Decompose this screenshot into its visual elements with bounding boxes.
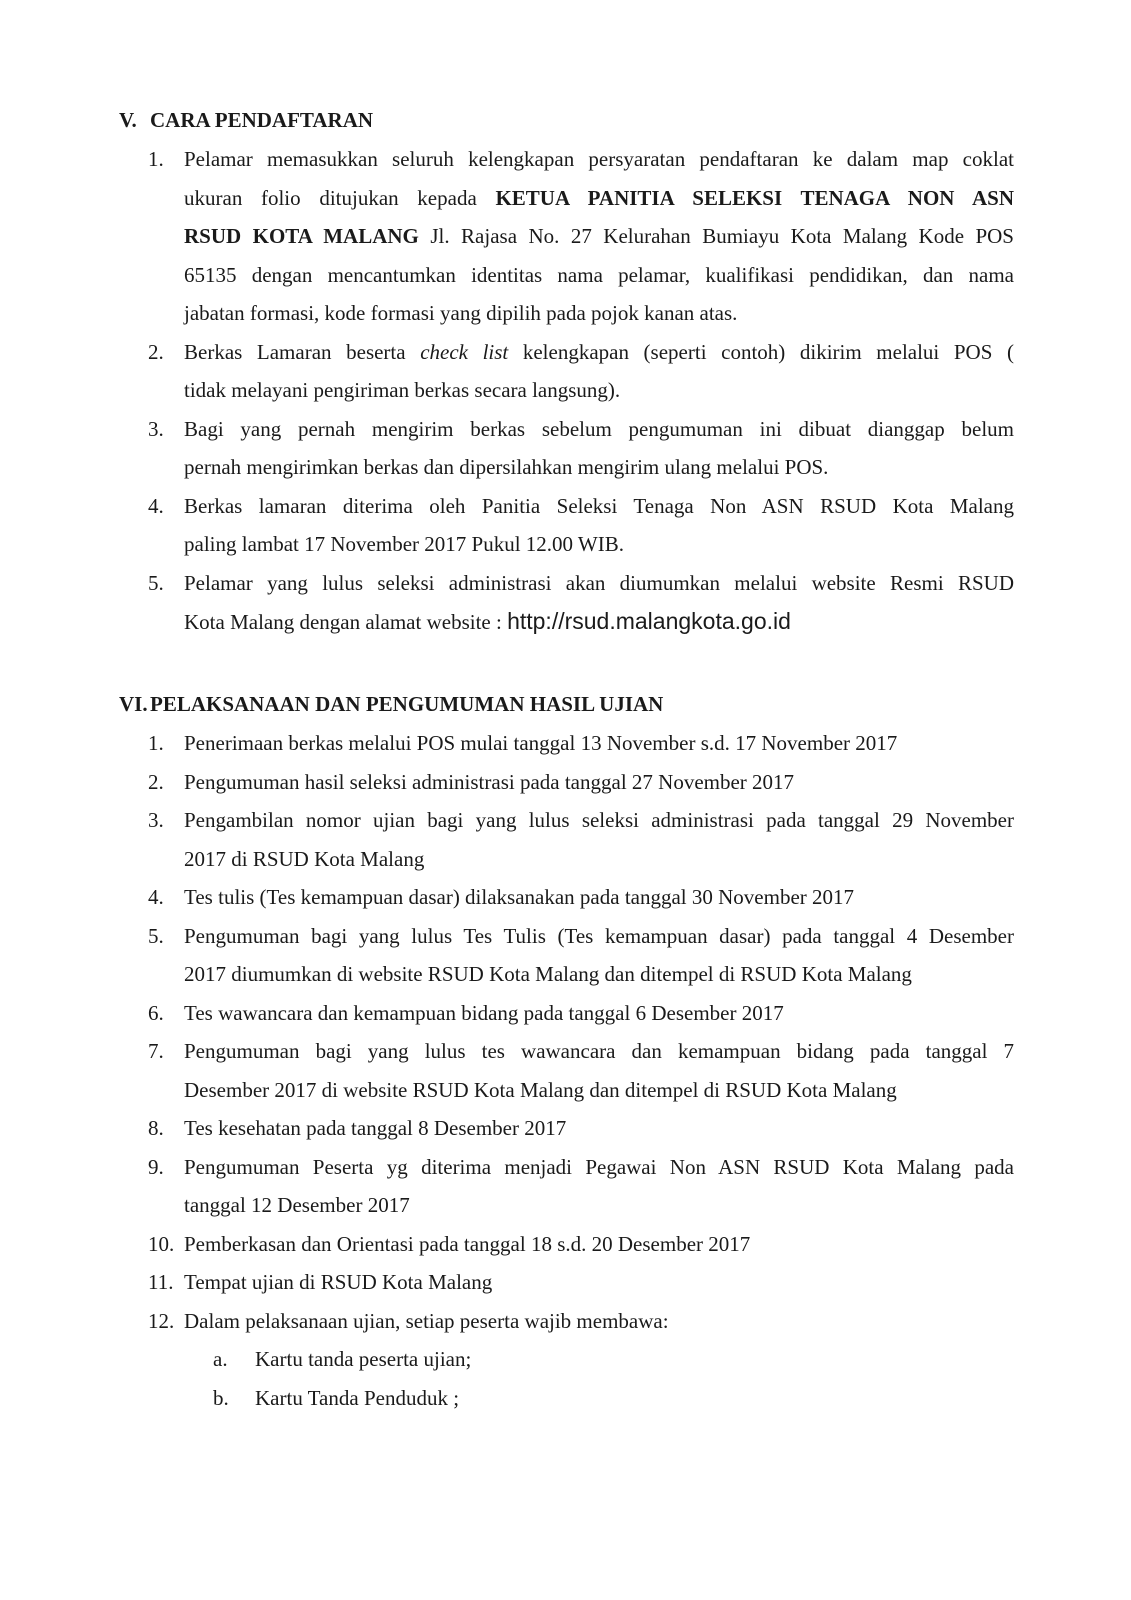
sub-list-text: Kartu tanda peserta ujian; bbox=[255, 1347, 472, 1371]
text-span: jabatan formasi, kode formasi yang dipilih pada pojok kanan atas. bbox=[184, 301, 738, 325]
text-span: Tes wawancara dan kemampuan bidang pada tanggal 6 Desember 2017 bbox=[184, 1000, 784, 1025]
text-span: Jl. Rajasa No. 27 Kelurahan Bumiayu Kota Malang Kode POS bbox=[418, 224, 1014, 248]
section-vi-title: PELAKSANAAN DAN PENGUMUMAN HASIL UJIAN bbox=[150, 692, 664, 716]
text-span: Pengumuman hasil seleksi administrasi pada tanggal 27 November 2017 bbox=[184, 769, 795, 794]
list-item-line bbox=[184, 184, 1014, 212]
text-span: 2017 di RSUD Kota Malang bbox=[184, 846, 425, 871]
text-span: Kota Malang dengan alamat website : bbox=[184, 610, 508, 634]
website-link[interactable]: http://rsud.malangkota.go.id bbox=[507, 608, 791, 634]
list-item-line bbox=[184, 222, 1014, 250]
list-item-number: 3. bbox=[148, 808, 164, 832]
section-v-title: CARA PENDAFTARAN bbox=[150, 108, 374, 132]
list-item-number: 8. bbox=[148, 1116, 164, 1140]
list-item-number: 3. bbox=[148, 416, 164, 441]
list-item-line bbox=[184, 960, 1014, 988]
bold-text: KETUA PANITIA SELEKSI TENAGA NON ASN bbox=[495, 185, 1014, 210]
text-span: pernah mengirimkan berkas dan dipersilahkan mengirim ulang melalui POS. bbox=[184, 455, 829, 479]
list-item-line bbox=[184, 1076, 1014, 1104]
list-item-number: 5. bbox=[148, 570, 164, 595]
list-item-line bbox=[184, 145, 1014, 173]
text-span: Pengumuman Peserta yg diterima menjadi Pegawai Non ASN RSUD Kota Malang pada bbox=[184, 1154, 1014, 1179]
list-item-line bbox=[184, 729, 1014, 757]
list-item-line bbox=[184, 607, 1014, 635]
text-span: Dalam pelaksanaan ujian, setiap peserta wajib membawa: bbox=[184, 1308, 669, 1333]
list-item-line bbox=[184, 1230, 1014, 1258]
list-item-number: 11. bbox=[148, 1270, 174, 1294]
list-item-line bbox=[184, 492, 1014, 520]
list-item-line bbox=[184, 845, 1014, 873]
text-span: kelengkapan (seperti contoh) dikirim melalui POS ( bbox=[508, 339, 1014, 364]
list-item-line bbox=[184, 453, 1014, 481]
text-span: Pelamar yang lulus seleksi administrasi akan diumumkan melalui website Resmi RSUD bbox=[184, 570, 1014, 595]
text-span: Tes kesehatan pada tanggal 8 Desember 2017 bbox=[184, 1116, 567, 1140]
list-item-number: 2. bbox=[148, 769, 164, 794]
text-span: Pengumuman bagi yang lulus tes wawancara dan kemampuan bidang pada tanggal 7 bbox=[184, 1039, 1014, 1063]
section-vi-heading bbox=[119, 690, 663, 718]
list-item-number: 1. bbox=[148, 731, 164, 755]
list-item-number: 1. bbox=[148, 147, 164, 171]
text-span: Berkas lamaran diterima oleh Panitia Seleksi Tenaga Non ASN RSUD Kota Malang bbox=[184, 493, 1014, 518]
text-span: Pengumuman bagi yang lulus Tes Tulis (Tes kemampuan dasar) pada tanggal 4 Desember bbox=[184, 923, 1014, 948]
section-v-heading bbox=[119, 106, 373, 134]
text-span: Pengambilan nomor ujian bagi yang lulus seleksi administrasi pada tanggal 29 November bbox=[184, 808, 1014, 832]
list-item-number: 7. bbox=[148, 1039, 164, 1063]
list-item-line bbox=[184, 768, 1014, 796]
list-item-number: 10. bbox=[148, 1231, 175, 1256]
list-item-line bbox=[184, 1114, 1014, 1142]
text-span: 65135 dengan mencantumkan identitas nama pelamar, kualifikasi pendidikan, dan nama bbox=[184, 262, 1014, 287]
text-span: Pelamar memasukkan seluruh kelengkapan persyaratan pendaftaran ke dalam map coklat bbox=[184, 147, 1014, 171]
list-item-number: 4. bbox=[148, 493, 164, 518]
italic-text: check list bbox=[420, 339, 509, 364]
text-span: Desember 2017 di website RSUD Kota Malang dan ditempel di RSUD Kota Malang bbox=[184, 1077, 897, 1102]
list-item-line bbox=[184, 299, 1014, 327]
bold-text: RSUD KOTA MALANG bbox=[184, 224, 419, 248]
text-span: tidak melayani pengiriman berkas secara langsung). bbox=[184, 378, 621, 402]
list-item-line bbox=[184, 415, 1014, 443]
list-item-line bbox=[184, 569, 1014, 597]
list-item-number: 9. bbox=[148, 1154, 164, 1179]
list-item-number: 12. bbox=[148, 1308, 175, 1333]
text-span: Berkas Lamaran beserta bbox=[184, 339, 421, 364]
list-item-line bbox=[184, 806, 1014, 834]
text-span: tanggal 12 Desember 2017 bbox=[184, 1193, 410, 1217]
list-item-number: 2. bbox=[148, 339, 164, 364]
list-item-line bbox=[184, 1268, 1014, 1296]
list-item-line bbox=[184, 883, 1014, 911]
section-vi-number: VI. bbox=[119, 692, 148, 716]
text-span: Tempat ujian di RSUD Kota Malang bbox=[184, 1270, 493, 1294]
list-item-line bbox=[184, 376, 1014, 404]
text-span: Tes tulis (Tes kemampuan dasar) dilaksanakan pada tanggal 30 November 2017 bbox=[184, 885, 855, 909]
list-item-line bbox=[184, 1191, 1014, 1219]
text-span: paling lambat 17 November 2017 Pukul 12.00 WIB. bbox=[184, 532, 624, 556]
list-item-line bbox=[184, 338, 1014, 366]
list-item-line bbox=[184, 261, 1014, 289]
list-item-line bbox=[184, 530, 1014, 558]
text-span: Penerimaan berkas melalui POS mulai tanggal 13 November s.d. 17 November 2017 bbox=[184, 731, 898, 755]
list-item-number: 4. bbox=[148, 885, 164, 909]
list-item-line bbox=[184, 1307, 1014, 1335]
sub-list-letter: b. bbox=[213, 1385, 229, 1410]
text-span: ukuran folio ditujukan kepada bbox=[184, 185, 496, 210]
list-item-line bbox=[184, 1153, 1014, 1181]
list-item-line bbox=[184, 922, 1014, 950]
section-v-number: V. bbox=[119, 108, 137, 132]
list-item-line bbox=[184, 1037, 1014, 1065]
sub-list-text: Kartu Tanda Penduduk ; bbox=[255, 1385, 460, 1410]
list-item-number: 6. bbox=[148, 1000, 164, 1025]
text-span: 2017 diumumkan di website RSUD Kota Malang dan ditempel di RSUD Kota Malang bbox=[184, 962, 912, 986]
sub-list-letter: a. bbox=[213, 1347, 228, 1371]
list-item-line bbox=[184, 999, 1014, 1027]
text-span: Bagi yang pernah mengirim berkas sebelum pengumuman ini dibuat dianggap belum bbox=[184, 416, 1014, 441]
text-span: Pemberkasan dan Orientasi pada tanggal 18 s.d. 20 Desember 2017 bbox=[184, 1231, 751, 1256]
list-item-number: 5. bbox=[148, 923, 164, 948]
